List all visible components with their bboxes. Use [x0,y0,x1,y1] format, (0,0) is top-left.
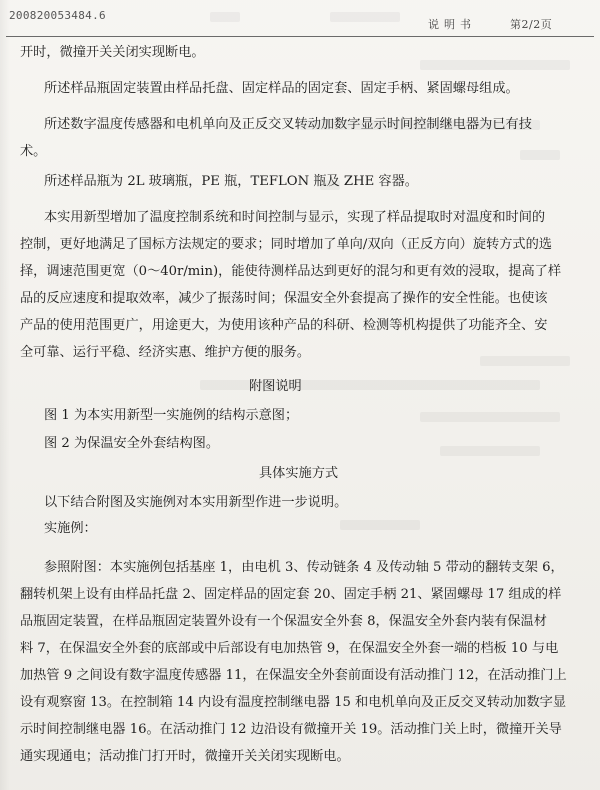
paragraph-line: 设有观察窗 13。在控制箱 14 内设有温度控制继电器 15 和电机单向及正反交叉转动加数字显 [20,695,567,710]
paragraph-line: 翻转机架上设有由样品托盘 2、固定样品的固定套 20、固定手柄 21、紧固螺母 17 组成的样 [20,587,562,602]
paragraph-line: 开时，微撞开关关闭实现断电。 [20,45,205,60]
paragraph-line: 术。 [20,144,47,159]
example-label: 实施例： [44,521,97,536]
paragraph-line: 全可靠、运行平稳、经济实惠、维护方便的服务。 [20,345,311,360]
paragraph-line: 料 7，在保温安全外套的底部或中后部设有电加热管 9，在保温安全外套一端的档板 10 与电 [20,641,559,656]
paragraph-line: 通实现通电；活动推门打开时，微撞开关关闭实现断电。 [20,749,350,764]
paragraph-line: 参照附图：本实施例包括基座 1，由电机 3、传动链条 4 及传动轴 5 带动的翻转支架 6， [44,560,564,575]
paragraph-line: 示时间控制继电器 16。在活动推门 12 边沿设有微撞开关 19。活动推门关上时，微撞开关导 [20,722,562,737]
paragraph-line: 所述样品瓶固定装置由样品托盘、固定样品的固定套、固定手柄、紧固螺母组成。 [44,81,519,96]
figure-caption: 图 1 为本实用新型一实施例的结构示意图； [44,408,299,423]
implementation-heading: 具体实施方式 [259,466,339,481]
figures-heading: 附图说明 [249,379,302,394]
paragraph-line: 控制，更好地满足了国标方法规定的要求；同时增加了单向/双向（正反方向）旋转方式的选 [20,237,552,252]
paragraph-line: 择，调速范围更宽（0～40r/min)，能使待测样品达到更好的混匀和更有效的浸取，提高了样 [20,264,562,279]
page-indicator: 第2/2页 [510,18,553,31]
paragraph-line: 加热管 9 之间设有数字温度传感器 11，在保温安全外套前面设有活动推门 12，在活动推门上 [20,668,567,683]
paragraph-line: 所述样品瓶为 2L 玻璃瓶，PE 瓶，TEFLON 瓶及 ZHE 容器。 [44,174,418,189]
document-number: 200820053484.6 [9,9,106,22]
page-header [0,0,600,38]
paragraph-line: 本实用新型增加了温度控制系统和时间控制与显示，实现了样品提取时对温度和时间的 [44,210,546,225]
paragraph-line: 品的反应速度和提取效率，减少了振荡时间；保温安全外套提高了操作的安全性能。也使该 [20,291,548,306]
paragraph-line: 品瓶固定装置，在样品瓶固定装置外设有一个保温安全外套 8，保温安全外套内装有保温材 [20,614,547,629]
paragraph-line: 以下结合附图及实施例对本实用新型作进一步说明。 [44,495,348,510]
paragraph-line: 所述数字温度传感器和电机单向及正反交叉转动加数字显示时间控制继电器为已有技 [44,117,532,132]
figure-caption: 图 2 为保温安全外套结构图。 [44,436,220,451]
paragraph-line: 产品的使用范围更广，用途更大，为使用该种产品的科研、检测等机构提供了功能齐全、安 [20,318,548,333]
document-type-label: 说明书 [428,18,476,31]
header-rule [6,36,594,37]
